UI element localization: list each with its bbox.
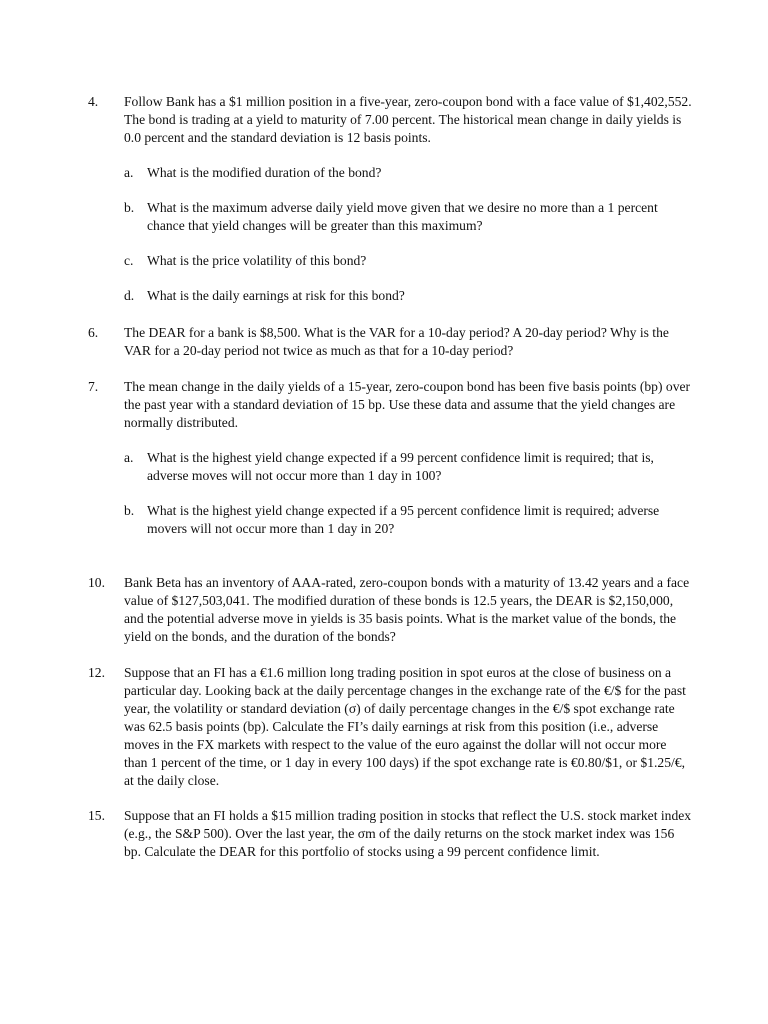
question-10 — [88, 574, 692, 646]
question-4 — [88, 93, 692, 305]
sub-question-letter: d. — [124, 288, 135, 303]
question-number: 10. — [88, 575, 105, 590]
sub-question-text: What is the price volatility of this bond? — [147, 253, 367, 268]
sub-question-d — [124, 287, 692, 305]
question-text: The DEAR for a bank is $8,500. What is the VAR for a 10-day period? A 20-day period? Why is the VAR for a 20-day period not twice as much as that for a 10-day period? — [124, 325, 669, 358]
sub-question-letter: b. — [124, 200, 135, 215]
question-number: 15. — [88, 808, 105, 823]
question-text: Suppose that an FI has a €1.6 million long trading position in spot euros at the close of business on a particular day. Looking back at the daily percentage changes in the exchange rate of the €/$ for the past year, the volatility or standard deviation (σ) of daily percentage changes in the €/$ spot exchange rate was 62.5 basis points (bp). Calculate the FI’s daily earnings at risk from this position (i.e., adverse moves in the FX markets with respect to the value of the euro against the dollar will not occur more than 1 percent of the time, or 1 day in every 100 days) if the spot exchange rate is €0.80/$1, or $1.25/€, at the daily close. — [124, 665, 686, 788]
question-12 — [88, 664, 692, 790]
sub-question-a — [124, 449, 692, 485]
question-number: 7. — [88, 379, 99, 394]
sub-question-text: What is the maximum adverse daily yield move given that we desire no more than a 1 percent chance that yield changes will be greater than this maximum? — [147, 200, 658, 233]
sub-question-letter: a. — [124, 450, 134, 465]
sub-question-letter: c. — [124, 253, 134, 268]
question-15 — [88, 807, 692, 861]
sub-question-letter: b. — [124, 503, 135, 518]
sub-question-letter: a. — [124, 165, 134, 180]
sub-question-a — [124, 164, 692, 182]
sub-question-b — [124, 502, 692, 538]
sub-question-c — [124, 252, 692, 270]
question-text: Bank Beta has an inventory of AAA-rated, zero-coupon bonds with a maturity of 13.42 years and a face value of $127,503,041. The modified duration of these bonds is 12.5 years, the DEAR is $2,150,000, and the potential adverse move in yields is 35 basis points. What is the market value of the bonds, the yield on the bonds, and the duration of the bonds? — [124, 575, 690, 644]
sub-question-text: What is the highest yield change expected if a 99 percent confidence limit is required; that is, adverse moves will not occur more than 1 day in 100? — [147, 450, 654, 483]
question-7 — [88, 378, 692, 538]
sub-question-text: What is the modified duration of the bond? — [147, 165, 382, 180]
sub-question-text: What is the daily earnings at risk for this bond? — [147, 288, 405, 303]
question-number: 6. — [88, 325, 99, 340]
question-number: 4. — [88, 94, 99, 109]
question-number: 12. — [88, 665, 105, 680]
question-text: Follow Bank has a $1 million position in a five-year, zero-coupon bond with a face value of $1,402,552. The bond is trading at a yield to maturity of 7.00 percent. The historical mean change in daily yields is 0.0 percent and the standard deviation is 12 basis points. — [124, 94, 692, 145]
sub-question-b — [124, 199, 692, 235]
sub-question-text: What is the highest yield change expected if a 95 percent confidence limit is required; adverse movers will not occur more than 1 day in 20? — [147, 503, 660, 536]
question-text: The mean change in the daily yields of a 15-year, zero-coupon bond has been five basis points (bp) over the past year with a standard deviation of 15 bp. Use these data and assume that the yield changes are normally distributed. — [124, 379, 691, 430]
question-text: Suppose that an FI holds a $15 million trading position in stocks that reflect the U.S. stock market index (e.g., the S&P 500). Over the last year, the σm of the daily returns on the stock market index was 156 bp. Calculate the DEAR for this portfolio of stocks using a 99 percent confidence limit. — [124, 808, 692, 859]
question-6 — [88, 324, 692, 360]
